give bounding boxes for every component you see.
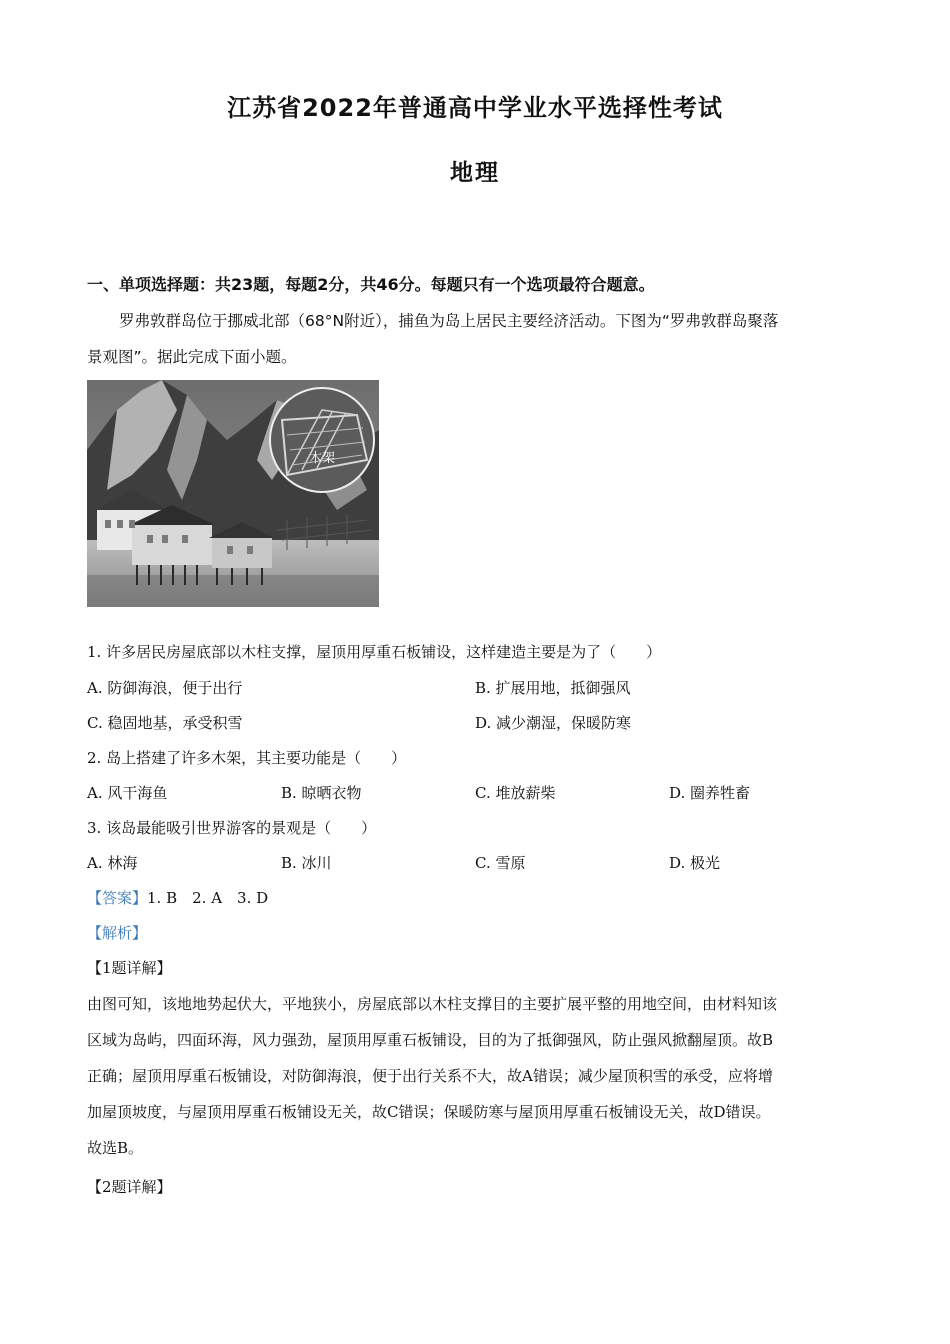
question-1-option-a: A. 防御海浪，便于出行 [87, 679, 243, 697]
answer-text: 1. B 2. A 3. D [147, 889, 269, 907]
question-2-option-c: C. 堆放薪柴 [475, 784, 556, 802]
question-2-option-d: D. 圈养牲畜 [669, 784, 751, 802]
question-3-stem: 3. 该岛最能吸引世界游客的景观是（ ） [87, 819, 377, 837]
question-1-option-b: B. 扩展用地，抵御强风 [475, 679, 631, 697]
question-1-option-d: D. 减少潮湿，保暖防寒 [475, 714, 632, 732]
answer-row [87, 887, 268, 908]
analysis-tag: 【解析】 [87, 924, 148, 942]
question-3-option-a: A. 林海 [87, 854, 138, 872]
question-2-option-b: B. 晾晒衣物 [281, 784, 362, 802]
question-1-stem: 1. 许多居民房屋底部以木柱支撑，屋顶用厚重石板铺设，这样建造主要是为了（ ） [87, 643, 662, 661]
intro-line-1: 罗弗敦群岛位于挪威北部（68°N附近），捕鱼为岛上居民主要经济活动。下图为“罗弗敦群岛聚落 [119, 312, 779, 330]
question-2-stem: 2. 岛上搭建了许多木架，其主要功能是（ ） [87, 749, 407, 767]
question-2-option-a: A. 风干海鱼 [87, 784, 168, 802]
subject-title: 地理 [450, 160, 500, 186]
question-3-option-c: C. 雪原 [475, 854, 526, 872]
explanation-line: 由图可知，该地地势起伏大，平地狭小，房屋底部以木柱支撑目的主要扩展平整的用地空间，由材料知该 [87, 995, 778, 1013]
explanation-line: 加屋顶坡度，与屋顶用厚重石板铺设无关，故C错误；保暖防寒与屋顶用厚重石板铺设无关，故D错误。 [87, 1103, 771, 1121]
answer-tag: 【答案】 [87, 889, 148, 907]
settlement-landscape-image [87, 380, 379, 607]
drying-rack-label: 木架 [309, 451, 336, 466]
explanation-line: 区域为岛屿，四面环海，风力强劲，屋顶用厚重石板铺设，目的为了抵御强风，防止强风掀翻屋顶。故B [87, 1031, 774, 1049]
section-heading: 一、单项选择题：共23题，每题2分，共46分。每题只有一个选项最符合题意。 [87, 275, 655, 294]
explanation-line: 故选B。 [87, 1139, 144, 1157]
q1-detail-heading: 【1题详解】 [87, 959, 172, 977]
q2-detail-heading: 【2题详解】 [87, 1178, 172, 1196]
explanation-line: 正确；屋顶用厚重石板铺设，对防御海浪，便于出行关系不大，故A错误；减少屋顶积雪的承受，应将增 [87, 1067, 773, 1085]
q1-explanation [87, 986, 862, 1166]
question-3-option-d: D. 极光 [669, 854, 721, 872]
landscape-illustration [87, 380, 379, 607]
intro-line-2: 景观图”。据此完成下面小题。 [87, 348, 297, 366]
question-3-option-b: B. 冰川 [281, 854, 332, 872]
question-1-option-c: C. 稳固地基，承受积雪 [87, 714, 243, 732]
exam-title: 江苏省2022年普通高中学业水平选择性考试 [227, 94, 723, 122]
